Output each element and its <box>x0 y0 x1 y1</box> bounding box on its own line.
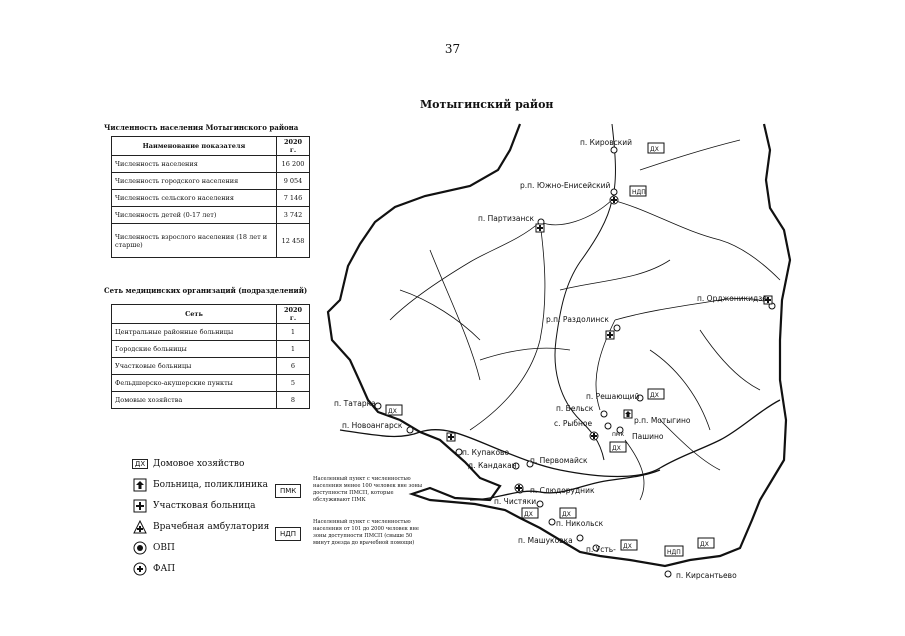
place-label: р.п. Раздолинск <box>546 315 609 324</box>
place-label: п. Татарка <box>334 399 376 408</box>
legend-label: Больница, поликлиника <box>153 480 268 490</box>
place-label: п. Первомайск <box>530 456 588 465</box>
legend-label: Врачебная амбулатория <box>153 522 270 532</box>
fap-icon <box>610 196 618 204</box>
row-label: Численность сельского населения <box>112 190 277 207</box>
road <box>625 440 644 500</box>
legend-label: Домовое хозяйство <box>153 459 245 469</box>
row-label: Численность городского населения <box>112 173 277 190</box>
road <box>390 222 540 320</box>
dx-marker: ДХ <box>650 392 659 399</box>
dx-marker: ДХ <box>700 541 709 548</box>
place-label: п. Кирсантьево <box>676 571 737 580</box>
road <box>700 330 760 390</box>
legend-label: Участковая больница <box>153 501 256 511</box>
nid-legend-box: НДП <box>275 527 301 541</box>
road <box>540 200 612 225</box>
row-label: Городские больницы <box>112 341 277 358</box>
house-box-icon: ДХ <box>132 458 148 470</box>
settlement-marker <box>577 535 583 541</box>
row-value: 12 458 <box>277 224 310 258</box>
row-value: 8 <box>277 392 310 409</box>
settlement-marker <box>601 411 607 417</box>
place-label: п. Машуковка <box>518 536 573 545</box>
row-label: Домовые хозяйства <box>112 392 277 409</box>
place-label: п. Кировский <box>580 138 633 147</box>
place-label: п. Решающий <box>586 392 640 401</box>
row-label: Численность детей (0-17 лет) <box>112 207 277 224</box>
place-label: п. Партизанск <box>478 214 535 223</box>
row-value: 3 742 <box>277 207 310 224</box>
settlement-marker <box>549 519 555 525</box>
place-label: р.п. Мотыгино <box>634 416 691 425</box>
fap-icon <box>590 432 598 440</box>
dx-marker: ДХ <box>524 511 533 518</box>
pmk-legend-box: ПМК <box>275 484 301 498</box>
fap-icon <box>515 484 523 492</box>
population-table-title: Численность населения Мотыгинского района <box>104 123 299 132</box>
dx-marker: ДХ <box>623 543 632 550</box>
place-label: п. Орджоникидзе <box>697 294 767 303</box>
settlement-marker <box>537 501 543 507</box>
district-hospital-icon <box>447 433 455 441</box>
place-label: п. Слюдорудник <box>530 486 595 495</box>
road <box>612 200 780 280</box>
place-label: д. Кандакан <box>468 461 517 470</box>
settlement-marker <box>614 325 620 331</box>
place-label: Пашино <box>632 432 664 441</box>
row-value: 5 <box>277 375 310 392</box>
place-label: п. Усть- <box>586 545 616 554</box>
settlement-marker <box>611 147 617 153</box>
row-label: Фельдшерско-акушерские пункты <box>112 375 277 392</box>
dx-marker: ДХ <box>562 511 571 518</box>
road <box>480 348 570 360</box>
page-title: Мотыгинский район <box>420 98 554 111</box>
nid-marker: НДП <box>632 189 646 196</box>
place-label: пмк <box>612 431 625 438</box>
row-value: 6 <box>277 358 310 375</box>
col-header: 2020 г. <box>277 305 310 324</box>
place-label: п. Никольск <box>556 519 604 528</box>
nid-marker: НДП <box>667 549 681 556</box>
road <box>560 260 670 290</box>
road <box>470 222 545 430</box>
place-label: п. Новоангарск <box>342 421 403 430</box>
row-label: Участковые больницы <box>112 358 277 375</box>
settlement-marker <box>407 427 413 433</box>
dx-marker: ДХ <box>650 146 659 153</box>
road <box>400 290 480 340</box>
settlement-marker <box>665 571 671 577</box>
place-label: р.п. Южно-Енисейский <box>520 181 611 190</box>
settlement-marker <box>375 403 381 409</box>
row-value: 1 <box>277 341 310 358</box>
place-label: п. Чистяки <box>494 497 537 506</box>
page-number: 37 <box>444 42 461 56</box>
place-label: п. Бельск <box>556 404 594 413</box>
place-label: п. Купаково <box>462 448 510 457</box>
row-value: 7 146 <box>277 190 310 207</box>
row-value: 9 054 <box>277 173 310 190</box>
dx-marker: ДХ <box>612 445 621 452</box>
row-value: 16 200 <box>277 156 310 173</box>
place-label: с. Рыбное <box>554 419 593 428</box>
dx-marker: ДХ <box>388 408 397 415</box>
col-header: Сеть <box>112 305 277 324</box>
row-label: Численность населения <box>112 156 277 173</box>
col-header: 2020 г. <box>277 137 310 156</box>
pmk-legend-text: Населенный пункт с численностью населения менее 100 человек вне зоны доступности ПМСП, которые обслуживают ПМК <box>313 476 423 503</box>
district-hospital-icon <box>536 224 544 232</box>
district-hospital-icon <box>606 331 614 339</box>
medical-table-title: Сеть медицинских организаций (подразделений) <box>104 286 308 295</box>
row-label: Численность взрослого населения (18 лет и старше) <box>112 224 277 258</box>
road <box>430 250 480 380</box>
row-label: Центральные районные больницы <box>112 324 277 341</box>
district-border <box>328 124 790 566</box>
hospital-icon <box>624 410 632 418</box>
row-value: 1 <box>277 324 310 341</box>
nid-legend-text: Населенный пункт с численностью населения от 101 до 2000 человек вне зоны доступности ПМСП (свыше 50 минут доезда до врачебной помощи) <box>313 519 419 546</box>
settlement-marker <box>605 423 611 429</box>
settlement-marker <box>611 189 617 195</box>
col-header: Наименование показателя <box>112 137 277 156</box>
legend-label: ФАП <box>153 564 176 574</box>
legend-label: ОВП <box>153 543 175 553</box>
